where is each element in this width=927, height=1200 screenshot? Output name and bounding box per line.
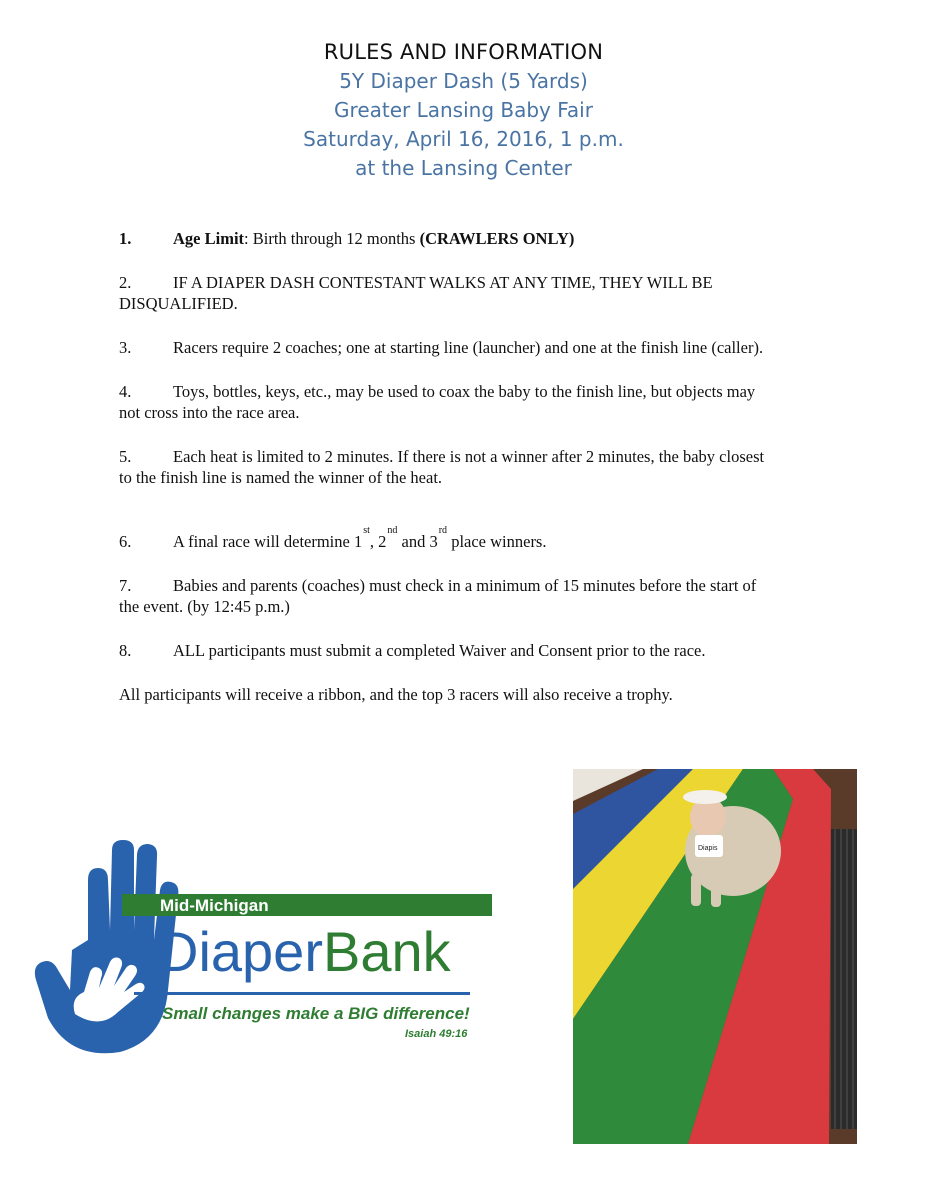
race-photo [573,769,857,1144]
closing-note: All participants will receive a ribbon, and the top 3 racers will also receive a trophy. [119,685,673,704]
rule-number: 1. [119,229,132,248]
page-title: RULES AND INFORMATION [323,40,604,64]
rule-number: 2. [119,273,132,292]
rule-number: 8. [119,641,132,660]
rule-7 [119,575,779,617]
rule-4 [119,381,779,423]
event-date: Saturday, April 16, 2016, 1 p.m. [303,127,624,151]
rule-text: Each heat is limited to 2 minutes. If there is not a winner after 2 minutes, the baby closest to the finish line is named the winner of the heat. [119,447,765,487]
rule-3 [119,337,779,358]
logo-tagline: Small changes make a BIG difference! [162,1004,470,1023]
event-name: 5Y Diaper Dash (5 Yards) [339,69,588,93]
diaper-bank-logo [30,840,500,1060]
hand-icon [35,840,179,1053]
rule-number: 5. [119,447,132,466]
ordinal-suffix: nd [387,525,398,536]
rule-text: IF A DIAPER DASH CONTESTANT WALKS AT ANY TIME, THEY WILL BE DISQUALIFIED. [119,273,713,313]
logo-verse: Isaiah 49:16 [405,1028,468,1040]
logo-name: DiaperBank [158,920,451,983]
rule-number: 3. [119,338,132,357]
rule-6 [119,520,779,552]
rule-5 [119,446,779,488]
rule-number: 7. [119,576,132,595]
event-venue-fair: Greater Lansing Baby Fair [334,98,593,122]
rule-8 [119,640,779,661]
rule-label: Age Limit [173,229,245,248]
rules-list [119,228,779,728]
rule-text: and 3 [397,532,438,551]
rule-number: 4. [119,382,132,401]
rule-text: , 2 [369,532,387,551]
rule-text: ALL participants must submit a completed Waiver and Consent prior to the race. [173,641,706,660]
rule-1 [119,228,779,249]
rule-2 [119,272,779,314]
ordinal-suffix: st [363,525,370,536]
rule-text: A final race will determine 1 [173,532,363,551]
rule-number: 6. [119,532,132,551]
rule-text: : Birth through 12 months [244,229,420,248]
rule-text: Babies and parents (coaches) must check in a minimum of 15 minutes before the start of the event. (by 12:45 p.m.) [119,576,757,616]
logo-band-text: Mid-Michigan [160,896,269,915]
rule-text: Racers require 2 coaches; one at starting line (launcher) and one at the finish line (caller). [173,338,764,357]
ordinal-suffix: rd [438,525,448,536]
rule-text: Toys, bottles, keys, etc., may be used to coax the baby to the finish line, but objects may not cross into the race area. [119,382,756,422]
bib-text: Diapis [698,845,718,852]
rule-emphasis: (CRAWLERS ONLY) [419,229,575,248]
rule-text: place winners. [447,532,547,551]
event-location: at the Lansing Center [355,156,572,180]
